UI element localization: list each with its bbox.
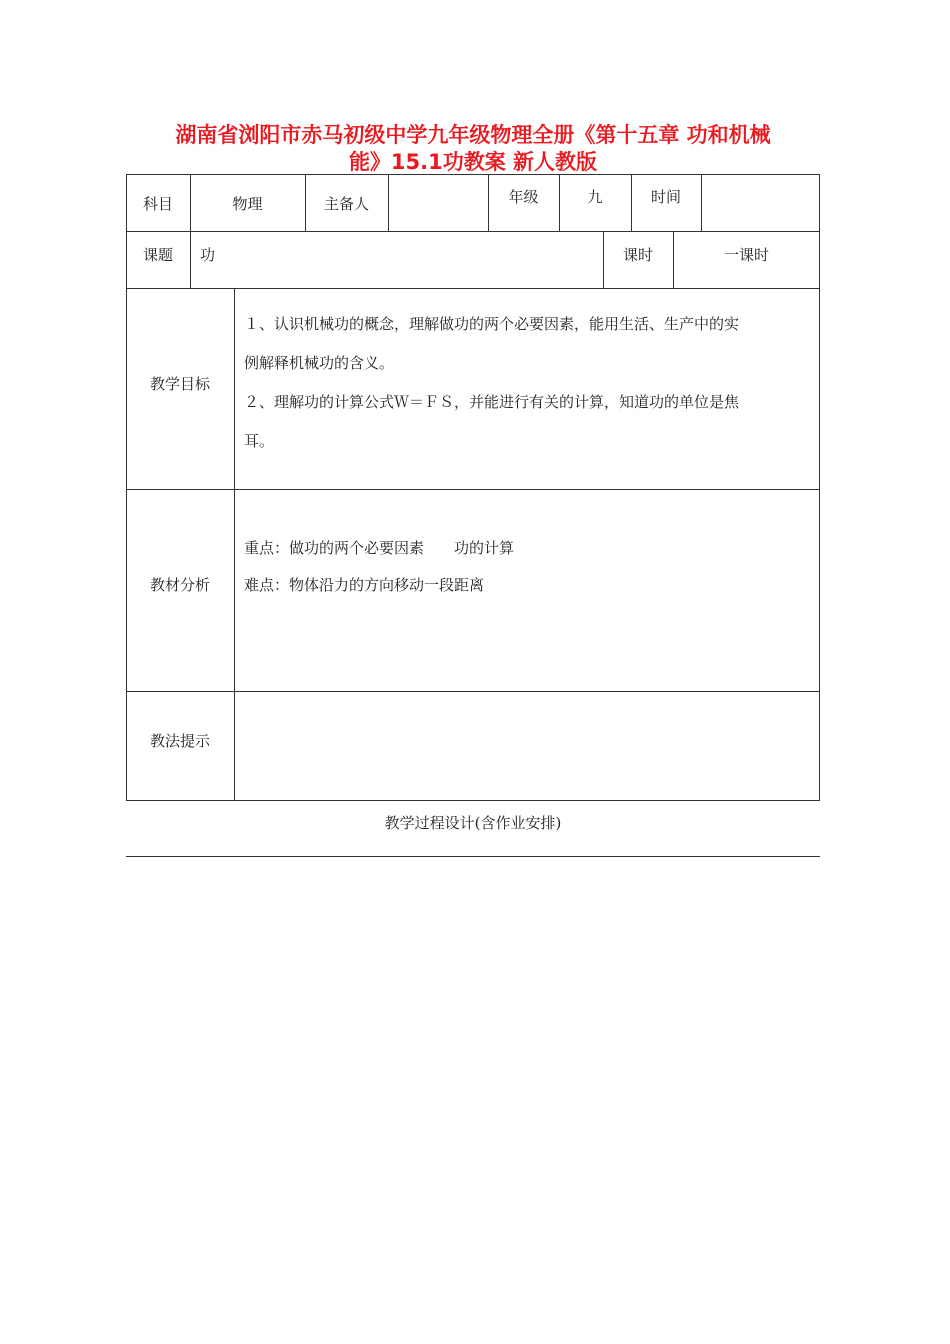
divider <box>190 231 191 289</box>
objective-line: 例解释机械功的含义。 <box>244 354 395 372</box>
divider <box>701 174 702 232</box>
period-value: 一课时 <box>723 245 769 264</box>
grade-label: 年级 <box>508 188 539 206</box>
topic-value: 功 <box>200 246 216 264</box>
subject-value: 物理 <box>232 194 263 213</box>
subject-label: 科目 <box>142 194 173 213</box>
objective-line: １、认识机械功的概念，理解做功的两个必要因素，能用生活、生产中的实 <box>244 315 740 333</box>
objective-line: ２、理解功的计算公式Ｗ＝ＦＳ，并能进行有关的计算，知道功的单位是焦 <box>244 393 740 411</box>
key-points: 重点：做功的两个必要因素 功的计算 <box>244 539 515 557</box>
divider <box>234 288 235 801</box>
process-design-heading: 教学过程设计(含作业安排) <box>384 814 562 832</box>
bottom-rule <box>126 856 820 857</box>
analysis-text <box>244 530 816 604</box>
grade-value: 九 <box>587 188 603 206</box>
title-line-1: 湖南省浏阳市赤马初级中学九年级物理全册《第十五章 功和机械 <box>175 123 771 147</box>
analysis-label: 教材分析 <box>149 575 210 594</box>
objectives-label: 教学目标 <box>149 374 210 393</box>
period-label: 课时 <box>622 245 653 264</box>
document-title <box>126 122 820 176</box>
preparer-label: 主备人 <box>323 194 369 213</box>
preparer-value <box>388 174 488 232</box>
time-label: 时间 <box>650 188 681 206</box>
objective-line: 耳。 <box>244 432 275 450</box>
difficulty-points: 难点：物体沿力的方向移动一段距离 <box>244 576 485 594</box>
title-line-2: 能》15.1功教案 新人教版 <box>348 150 598 174</box>
methods-label: 教法提示 <box>149 731 210 750</box>
topic-label: 课题 <box>142 245 173 264</box>
objectives-text <box>244 305 816 461</box>
